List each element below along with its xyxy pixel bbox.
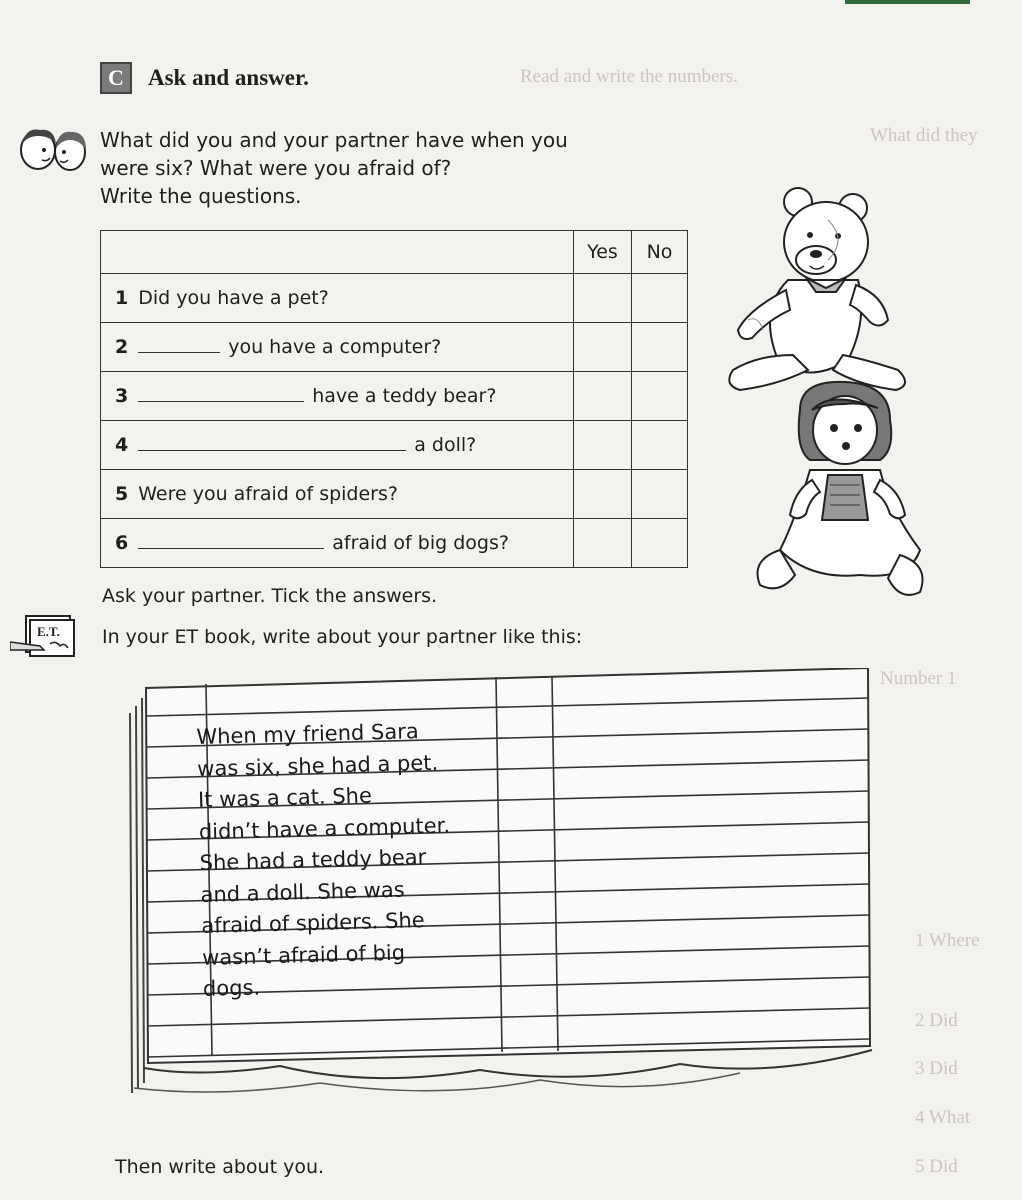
et-label: E.T. (37, 624, 60, 639)
question-text: Were you afraid of spiders? (138, 483, 398, 505)
question-text: you have a computer? (228, 336, 442, 358)
et-book-icon (10, 612, 80, 662)
question-row (101, 274, 688, 323)
bleed-text: 3 Did (915, 1058, 958, 1079)
yes-tick-cell[interactable] (574, 421, 632, 470)
handwritten-line: dogs. (202, 975, 261, 1001)
handwritten-line: She had a teddy bear (199, 845, 427, 875)
question-row (101, 519, 688, 568)
handwritten-line: was six, she had a pet. (196, 750, 439, 781)
ask-instruction: Ask your partner. Tick the answers. (102, 585, 438, 607)
no-tick-cell[interactable] (632, 421, 688, 470)
section-badge: C (100, 62, 132, 94)
no-tick-cell[interactable] (632, 274, 688, 323)
question-text: afraid of big dogs? (332, 532, 509, 554)
handwritten-line: wasn’t afraid of big (201, 940, 406, 970)
intro-line: were six? What were you afraid of? (100, 156, 452, 180)
doll-illustration (740, 380, 940, 610)
bleed-text: Number 1 (880, 668, 957, 689)
intro-line: Write the questions. (100, 184, 302, 208)
handwritten-line: It was a cat. She (197, 783, 373, 812)
yes-tick-cell[interactable] (574, 470, 632, 519)
yes-tick-cell[interactable] (574, 274, 632, 323)
bleed-text: 5 Did (915, 1156, 958, 1177)
answer-blank[interactable] (138, 436, 406, 451)
bleed-text: Read and write the numbers. (520, 66, 738, 87)
question-number: 3 (115, 385, 129, 407)
handwritten-line: didn’t have a computer. (198, 812, 451, 844)
no-tick-cell[interactable] (632, 372, 688, 421)
question-row (101, 470, 688, 519)
bleed-text: What did they (870, 125, 978, 146)
intro-line: What did you and your partner have when you (100, 128, 568, 152)
handwritten-line: afraid of spiders. She (201, 908, 425, 938)
no-tick-cell[interactable] (632, 323, 688, 372)
no-tick-cell[interactable] (632, 519, 688, 568)
yes-header: Yes (574, 231, 632, 274)
question-text: Did you have a pet? (138, 287, 329, 309)
handwritten-line: When my friend Sara (196, 719, 419, 749)
question-row (101, 421, 688, 470)
teddy-bear-illustration (718, 180, 918, 395)
question-row (101, 372, 688, 421)
question-row (101, 323, 688, 372)
question-number: 2 (115, 336, 129, 358)
no-header: No (632, 231, 688, 274)
no-tick-cell[interactable] (632, 470, 688, 519)
questions-table (100, 230, 688, 568)
question-text: a doll? (414, 434, 477, 456)
question-number: 1 (115, 287, 129, 309)
answer-blank[interactable] (138, 338, 220, 353)
question-text: have a teddy bear? (312, 385, 497, 407)
answer-blank[interactable] (138, 534, 324, 549)
answer-blank[interactable] (138, 387, 304, 402)
example-paragraph (196, 715, 455, 1005)
yes-tick-cell[interactable] (574, 323, 632, 372)
table-header-row (101, 231, 688, 274)
write-instruction: In your ET book, write about your partner like this: (102, 626, 583, 648)
section-title: Ask and answer. (148, 65, 309, 90)
page-corner-bar (845, 0, 970, 4)
bleed-text: 4 What (915, 1107, 971, 1128)
footer-instruction: Then write about you. (115, 1156, 325, 1178)
pair-work-icon (14, 122, 92, 182)
question-number: 5 (115, 483, 129, 505)
question-number: 6 (115, 532, 129, 554)
intro-text (100, 126, 568, 210)
section-heading (100, 62, 309, 94)
yes-tick-cell[interactable] (574, 519, 632, 568)
handwritten-line: and a doll. She was (200, 877, 405, 907)
yes-tick-cell[interactable] (574, 372, 632, 421)
bleed-text: 1 Where (915, 930, 980, 951)
question-number: 4 (115, 434, 129, 456)
bleed-text: 2 Did (915, 1010, 958, 1031)
